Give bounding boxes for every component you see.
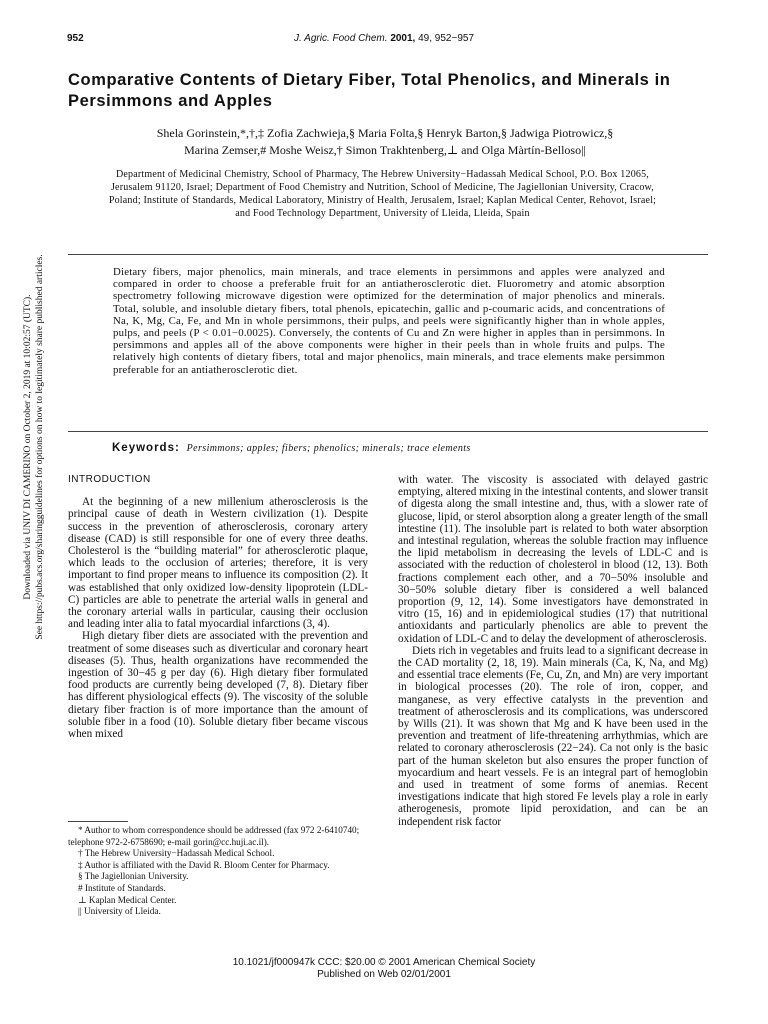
keywords-label: Keywords: bbox=[112, 442, 180, 454]
footnote: || University of Lleida. bbox=[78, 906, 161, 917]
footnote: § The Jagiellonian University. bbox=[78, 871, 189, 882]
journal-name: J. Agric. Food Chem. bbox=[293, 33, 388, 44]
footnote: * Author to whom correspondence should be addressed (fax 972 2-6410740; telephone 972-2-6758690; e-mail gorin@cc.huji.ac.il). bbox=[68, 825, 360, 847]
abstract-top-rule bbox=[68, 254, 708, 255]
footnotes bbox=[68, 825, 368, 918]
abstract: Dietary fibers, major phenolics, main minerals, and trace elements in persimmons and apples were analyzed and compared in order to choose a preferable fruit for an antiatherosclerotic diet. Fluorometry and atomic absorption spectrometry following microwave digestion were optimized for the determination of major phenolics and minerals. Total, soluble, and insoluble dietary fibers, total phenols, epicatechin, gallic and p-coumaric acids, and concentrations of Na, K, Mg, Ca, Fe, and Mn in whole persimmons, their pulps, and peels were significantly higher than in whole apples, pulps, and peels (P < 0.01−0.0025). Conversely, the contents of Cu and Zn were higher in apples than in persimmons. In persimmons and apples all of the above components were higher in their peels than in whole fruits and pulps. The relatively high contents of dietary fibers, total and major phenolics, main minerals, and trace elements make persimmon preferable for an antiatherosclerotic diet. bbox=[113, 266, 665, 376]
authors-line-2: Marina Zemser,# Moshe Weisz,† Simon Trakhtenberg,⊥ and Olga Màrtín-Belloso|| bbox=[184, 143, 586, 157]
author-list bbox=[80, 125, 690, 159]
download-watermark bbox=[22, 222, 46, 672]
doi-copyright: 10.1021/jf000947k CCC: $20.00 © 2001 American Chemical Society bbox=[232, 957, 536, 968]
footnote: ‡ Author is affiliated with the David R. Bloom Center for Pharmacy. bbox=[78, 859, 330, 870]
left-column bbox=[68, 474, 368, 740]
paragraph: Diets rich in vegetables and fruits lead to a significant decrease in the CAD mortality (2, 18, 19). Main minerals (Ca, K, Na, and Mg) and essential trace elements (Fe, Cu, Zn, and Mn) are very important in biological processes (20). The role of iron, copper, and manganese, as very effective catalysts in the prevention and treatment of atherosclerosis and its complications, was underscored by Wills (21). It was shown that Mg and K have been used in the prevention and treatment of life-threatening arrhythmias, which are related to coronary atherosclerosis (22−24). Ca not only is the basic part of the human skeleton but also ensures the proper function of myocardium and heart vessels. Fe is an integral part of hemoglobin and used in treatment of some forms of anemias. Recent investigations indicate that high stored Fe levels play a role in early atherogenesis, promote lipid peroxidation, and can be an independent risk factor bbox=[398, 644, 708, 828]
abstract-bottom-rule bbox=[68, 431, 708, 432]
journal-year: 2001, bbox=[390, 33, 416, 44]
page-number: 952 bbox=[67, 33, 84, 44]
running-header bbox=[0, 33, 768, 44]
footnote-rule bbox=[68, 821, 128, 822]
publication-date: Published on Web 02/01/2001 bbox=[317, 969, 451, 980]
download-info: Downloaded via UNIV DI CAMERINO on October 2, 2019 at 10:02:57 (UTC). bbox=[23, 294, 33, 600]
footnote: # Institute of Standards. bbox=[78, 882, 166, 893]
sharing-guidelines: See https://pubs.acs.org/sharingguidelines for options on how to legitimately share published articles. bbox=[35, 254, 45, 640]
authors-line-1: Shela Gorinstein,*,†,‡ Zofia Zachwieja,§ Maria Folta,§ Henryk Barton,§ Jadwiga Piotrowicz,§ bbox=[156, 126, 614, 140]
page-footer bbox=[0, 957, 768, 981]
journal-citation: 49, 952−957 bbox=[418, 33, 475, 44]
article-title: Comparative Contents of Dietary Fiber, Total Phenolics, and Minerals in Persimmons and Apples bbox=[68, 71, 671, 110]
section-heading-introduction: INTRODUCTION bbox=[68, 474, 151, 485]
right-column bbox=[398, 474, 708, 828]
affiliations: Department of Medicinal Chemistry, School of Pharmacy, The Hebrew University−Hadassah Medical School, P.O. Box 12065, Jerusalem 91120, Israel; Department of Food Chemistry and Nutrition, School of Medicine, The Jagiellonian University, Cracow, Poland; Institute of Standards, Medical Laboratory, Ministry of Health, Jerusalem, Israel; Kaplan Medical Center, Rehovot, Israel; and Food Technology Department, University of Lleida, Lleida, Spain bbox=[108, 169, 657, 219]
keywords-list: Persimmons; apples; fibers; phenolics; minerals; trace elements bbox=[186, 443, 471, 454]
footnote: ⊥ Kaplan Medical Center. bbox=[78, 894, 177, 905]
paragraph: At the beginning of a new millenium atherosclerosis is the principal cause of death in Western civilization (1). Despite success in the prevention of atherosclerosis, coronary artery disease (CAD) is still responsible for one of every three deaths. Cholesterol is the “building material” for atherosclerotic plaque, which leads to the occlusion of arteries; therefore, it is very important to find proper means to influence its composition (2). It was established that only oxidized low-density lipoprotein (LDL-C) particles are able to penetrate the arterial walls in general and the coronary arterial walls in particular, causing their occlusion and leading inter alia to fatal myocardial infarctions (3, 4). bbox=[68, 496, 368, 631]
paragraph: High dietary fiber diets are associated with the prevention and treatment of some diseases such as diverticular and coronary heart diseases (5). Thus, health organizations have recommended the ingestion of 30−45 g per day (6). High dietary fiber formulated food products are currently being developed (7, 8). Dietary fiber has different physiological effects (9). The viscosity of the soluble dietary fiber fraction is of more importance than the amount of soluble fiber in a food (10). Soluble dietary fiber became viscous when mixed bbox=[68, 630, 368, 741]
footnote: † The Hebrew University−Hadassah Medical School. bbox=[78, 848, 275, 859]
paragraph: with water. The viscosity is associated with delayed gastric emptying, altered mixing in the intestinal contents, and slower transit of digesta along the small intestine and, thus, with a slower rate of glucose, lipid, or sterol absorption along a greater length of the small intestine (11). The insoluble part is related to both water absorption and intestinal regulation, whereas the soluble fraction may influence the lipid metabolism in decreasing the levels of LDL-C and is associated with the reduction of cholesterol in blood (12, 13). Both fractions complement each other, and a 70−50% insoluble and 30−50% soluble dietary fiber is considered a well balanced proportion (9, 12, 14). Some investigators have demonstrated in vitro (15, 16) and in epidemiological studies (17) that nutritional antioxidants and particularly phenolics are able to prevent the oxidation of LDL-C and to delay the development of atherosclerosis. bbox=[398, 474, 708, 645]
keywords-line bbox=[112, 442, 672, 454]
